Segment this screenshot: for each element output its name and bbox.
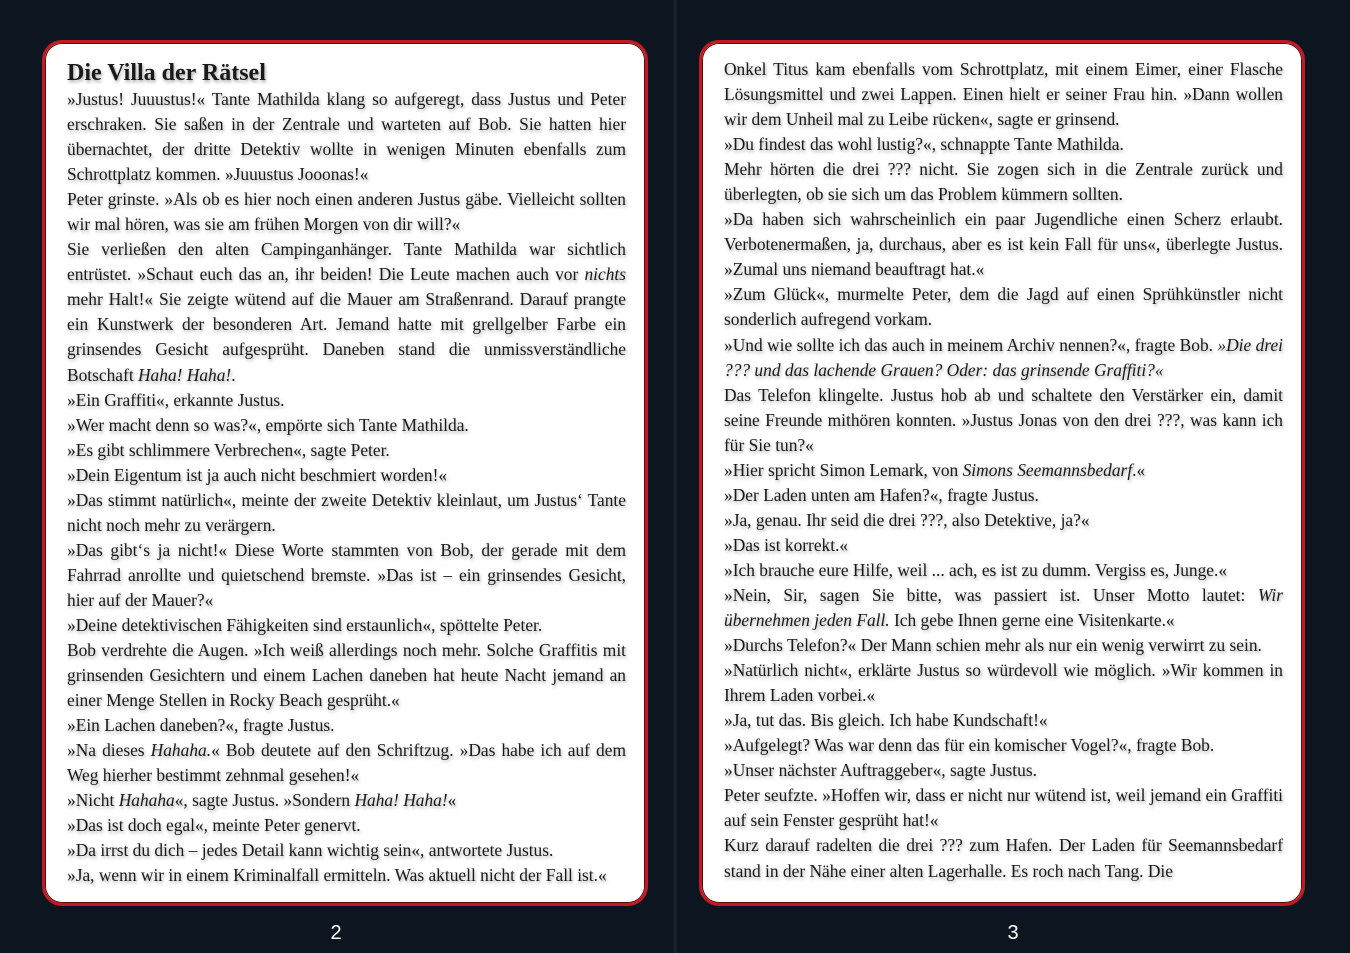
italic-text: Wir übernehmen jeden Fall. [724, 584, 1283, 631]
paragraph: »Na dieses Hahaha.« Bob deutete auf den Schriftzug. »Das habe ich auf dem Weg hierher bestimmt zehnmal gesehen!« [67, 740, 626, 786]
left-page [42, 40, 648, 906]
paragraph: Bob verdrehte die Augen. »Ich weiß allerdings noch mehr. Solche Graffitis mit grinsenden Gesichtern und einem Lachen daneben hat heute Nacht jemand an einer Menge Stellen in Rocky Beach gesprüht.« [67, 640, 626, 711]
italic-text: nichts [584, 264, 626, 285]
right-page-text [724, 57, 1283, 884]
paragraph: »Ja, genau. Ihr seid die drei ???, also Detektive, ja?« [724, 509, 1090, 530]
italic-text: Hahaha [118, 790, 175, 811]
page-number-left: 2 [330, 922, 342, 944]
page-number-right: 3 [1007, 922, 1019, 944]
italic-text: Haha! Haha! [138, 364, 232, 385]
paragraph: Peter seufzte. »Hoffen wir, dass er nicht nur wütend ist, weil jemand ein Graffiti auf sein Fenster gesprüht hat!« [724, 785, 1283, 831]
paragraph: »Der Laden unten am Hafen?«, fragte Justus. [724, 484, 1039, 505]
spread-gutter [672, 0, 678, 953]
paragraph: »Du findest das wohl lustig?«, schnappte Tante Mathilda. [724, 134, 1124, 155]
right-page [699, 40, 1305, 906]
italic-text: Hahaha. [150, 740, 212, 761]
paragraph: »Natürlich nicht«, erklärte Justus so würdevoll wie möglich. »Wir kommen in Ihrem Laden vorbei.« [724, 660, 1283, 706]
paragraph: »Nein, Sir, sagen Sie bitte, was passiert ist. Unser Motto lautet: Wir übernehmen jeden Fall. Ich gebe Ihnen gerne eine Visitenkarte.« [724, 584, 1283, 631]
paragraph: »Das stimmt natürlich«, meinte der zweite Detektiv kleinlaut, um Justus‘ Tante nicht noch mehr zu verärgern. [67, 489, 626, 535]
paragraph: Mehr hörten die drei ??? nicht. Sie zogen sich in die Zentrale zurück und überlegten, ob sie sich um das Problem kümmern sollten. [724, 159, 1283, 205]
paragraph: »Das ist doch egal«, meinte Peter genervt. [67, 815, 361, 836]
paragraph: »Justus! Juuustus!« Tante Mathilda klang so aufgeregt, dass Justus und Peter erschraken. Sie saßen in der Zentrale und warteten auf Bob. Sie hatten hier übernachtet, der dritte Detektiv wollte in wenigen Minuten ebenfalls zum Schrottplatz kommen. »Juuustus Jooonas!« [67, 89, 626, 185]
paragraph: »Und wie sollte ich das auch in meinem Archiv nennen?«, fragte Bob. »Die drei ??? und das lachende Grauen? Oder: das grinsende Graffiti?« [724, 334, 1283, 380]
paragraph: »Da irrst du dich – jedes Detail kann wichtig sein«, antwortete Justus. [67, 840, 554, 861]
paragraph: »Ich brauche eure Hilfe, weil ... ach, es ist zu dumm. Vergiss es, Junge.« [724, 559, 1228, 580]
paragraph: »Es gibt schlimmere Verbrechen«, sagte Peter. [67, 439, 390, 460]
paragraph: »Nicht Hahaha«, sagte Justus. »Sondern Haha! Haha!« [67, 790, 457, 811]
italic-text: Haha! Haha! [354, 790, 448, 811]
paragraph: »Das gibt‘s ja nicht!« Diese Worte stammten von Bob, der gerade mit dem Fahrrad anrollte und quietschend bremste. »Das ist – ein grinsendes Gesicht, hier auf der Mauer?« [67, 539, 626, 610]
right-paragraphs [724, 57, 1283, 884]
chapter-title: Die Villa der Rätsel [67, 60, 266, 86]
paragraph: »Wer macht denn so was?«, empörte sich Tante Mathilda. [67, 414, 469, 435]
paragraph: »Aufgelegt? Was war denn das für ein komischer Vogel?«, fragte Bob. [724, 735, 1215, 756]
paragraph: »Ja, wenn wir in einem Kriminalfall ermitteln. Was aktuell nicht der Fall ist.« [67, 865, 607, 886]
italic-text: »Die drei ??? und das lachende Grauen? Oder: das grinsende Graffiti?« [724, 334, 1283, 380]
paragraph: »Hier spricht Simon Lemark, von Simons Seemannsbedarf.« [724, 459, 1146, 480]
paragraph: Peter grinste. »Als ob es hier noch einen anderen Justus gäbe. Vielleicht sollten wir mal hören, was sie am frühen Morgen von dir will?« [67, 189, 626, 235]
paragraph: Sie verließen den alten Campinganhänger. Tante Mathilda war sichtlich entrüstet. »Schaut euch das an, ihr beiden! Die Leute machen auch vor nichts mehr Halt!« Sie zeigte wütend auf die Mauer am Straßenrand. Darauf prangte ein Kunstwerk der besonderen Art. Jemand hatte mit grellgelber Farbe ein grinsendes Gesicht aufgesprüht. Daneben stand die unmissverständliche Botschaft Haha! Haha!. [67, 239, 626, 385]
paragraph: »Zum Glück«, murmelte Peter, dem die Jagd auf einen Sprühkünstler nicht sonderlich aufregend vorkam. [724, 284, 1283, 330]
paragraph: »Unser nächster Auftraggeber«, sagte Justus. [724, 760, 1037, 781]
paragraph: »Dein Eigentum ist ja auch nicht beschmiert worden!« [67, 464, 448, 485]
paragraph: »Ein Lachen daneben?«, fragte Justus. [67, 715, 335, 736]
italic-text: Simons Seemannsbedarf [962, 459, 1133, 480]
paragraph: »Ja, tut das. Bis gleich. Ich habe Kundschaft!« [724, 710, 1048, 731]
paragraph: Onkel Titus kam ebenfalls vom Schrottplatz, mit einem Eimer, einer Flasche Lösungsmittel und zwei Lappen. Einen hielt er seiner Frau hin. »Dann wollen wir dem Unheil mal zu Leibe rücken«, sagte er grinsend. [724, 59, 1283, 130]
paragraph: »Das ist korrekt.« [724, 534, 849, 555]
left-page-text [67, 57, 626, 889]
left-paragraphs [67, 87, 626, 889]
paragraph: »Deine detektivischen Fähigkeiten sind erstaunlich«, spöttelte Peter. [67, 614, 543, 635]
paragraph: »Ein Graffiti«, erkannte Justus. [67, 389, 285, 410]
paragraph: Das Telefon klingelte. Justus hob ab und schaltete den Verstärker ein, damit seine Freunde mithören konnten. »Justus Jonas von den drei ???, was kann ich für Sie tun?« [724, 384, 1283, 455]
paragraph: »Da haben sich wahrscheinlich ein paar Jugendliche einen Scherz erlaubt. Verbotenermaßen, ja, durchaus, aber es ist kein Fall für uns«, überlegte Justus. »Zumal uns niemand beauftragt hat.« [724, 209, 1283, 280]
paragraph: Kurz darauf radelten die drei ??? zum Hafen. Der Laden für Seemannsbedarf stand in der Nähe einer alten Lagerhalle. Es roch nach Tang. Die [724, 835, 1283, 881]
paragraph: »Durchs Telefon?« Der Mann schien mehr als nur ein wenig verwirrt zu sein. [724, 635, 1262, 656]
